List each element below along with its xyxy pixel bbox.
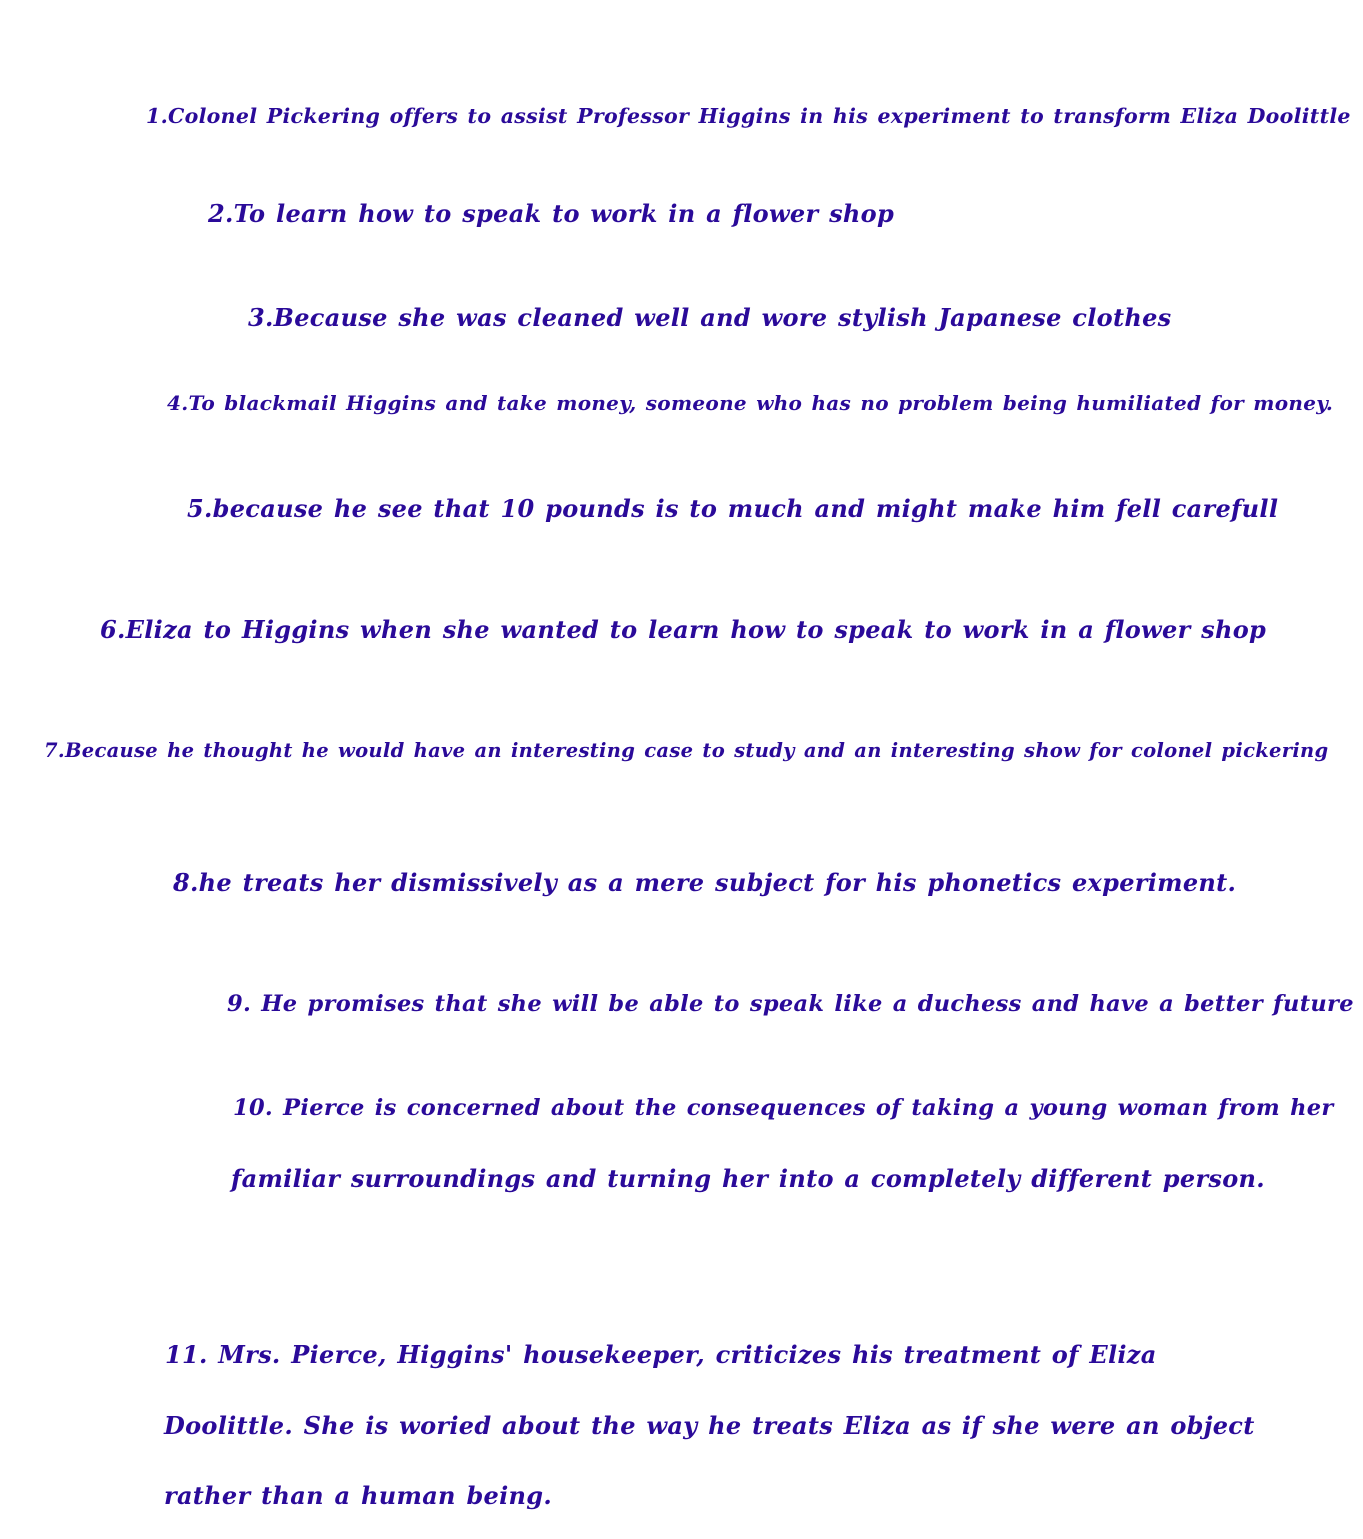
answer-11-line-3: rather than a human being.	[164, 1481, 552, 1510]
answer-10-line-2: familiar surroundings and turning her into a completely different person.	[231, 1164, 1265, 1193]
answer-5: 5.because he see that 10 pounds is to much and might make him fell carefull	[187, 494, 1279, 523]
answer-11-line-2: Doolittle. She is woried about the way he treats Eliza as if she were an object	[164, 1411, 1255, 1440]
answer-3: 3.Because she was cleaned well and wore stylish Japanese clothes	[248, 303, 1172, 332]
answer-8: 8.he treats her dismissively as a mere subject for his phonetics experiment.	[173, 868, 1237, 897]
answer-1: 1.Colonel Pickering offers to assist Professor Higgins in his experiment to transform Eliza Doolittle	[146, 104, 1351, 128]
answer-10-line-1: 10. Pierce is concerned about the consequences of taking a young woman from her	[233, 1095, 1334, 1121]
answer-6: 6.Eliza to Higgins when she wanted to learn how to speak to work in a flower shop	[100, 615, 1267, 644]
answer-4: 4.To blackmail Higgins and take money, someone who has no problem being humiliated for money.	[167, 391, 1334, 415]
answer-7: 7.Because he thought he would have an interesting case to study and an interesting show for colonel pickering	[44, 739, 1329, 762]
answer-2: 2.To learn how to speak to work in a flower shop	[208, 199, 895, 228]
answer-11-line-1: 11. Mrs. Pierce, Higgins' housekeeper, criticizes his treatment of Eliza	[165, 1340, 1157, 1369]
answer-9: 9. He promises that she will be able to speak like a duchess and have a better future	[227, 991, 1354, 1017]
